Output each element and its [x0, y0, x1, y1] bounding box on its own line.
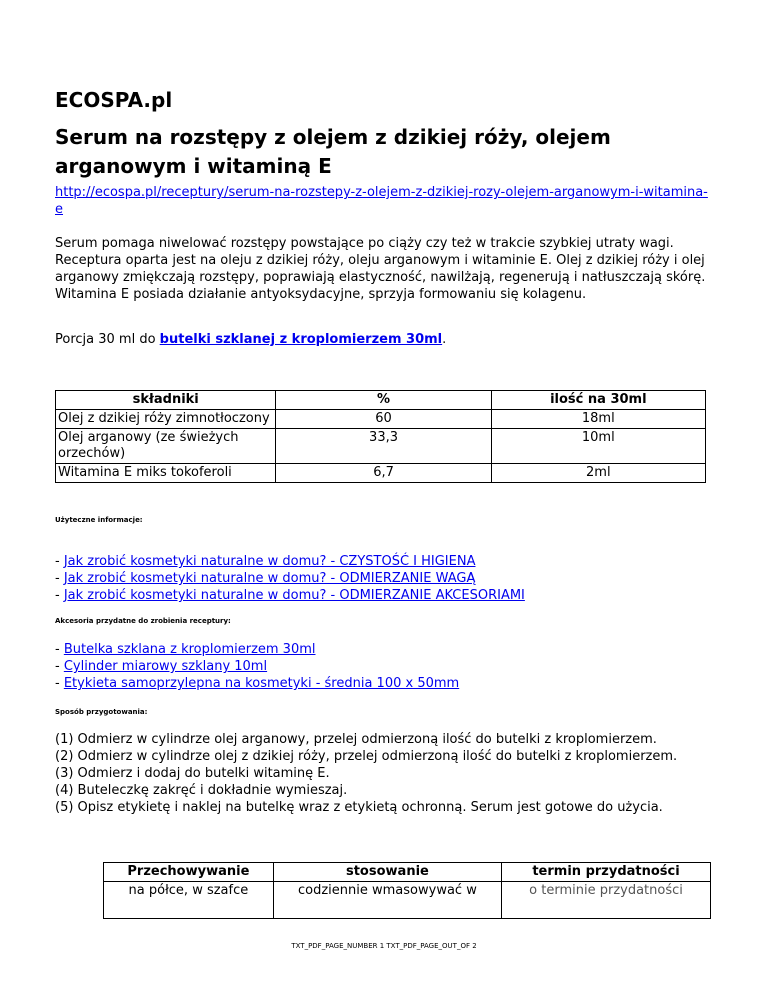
accessory-link-cylinder[interactable]: Cylinder miarowy szklany 10ml	[63, 659, 268, 674]
page-footer: TXT_PDF_PAGE_NUMBER 1 TXT_PDF_PAGE_OUT_OF 2	[291, 942, 477, 950]
list-item: - Cylinder miarowy szklany 10ml	[55, 659, 268, 674]
ingredient-percent: 33,3	[276, 429, 491, 464]
preparation-heading: Sposób przygotowania:	[55, 708, 148, 716]
header-usage: stosowanie	[273, 863, 501, 882]
header-percent: %	[276, 391, 491, 410]
portion-suffix: .	[442, 332, 447, 347]
expiry-value: o terminie przydatności	[502, 882, 711, 919]
table-row	[56, 464, 706, 483]
list-item: - Jak zrobić kosmetyki naturalne w domu? - ODMIERZANIE WAGĄ	[55, 571, 476, 586]
list-item: - Jak zrobić kosmetyki naturalne w domu? - ODMIERZANIE AKCESORIAMI	[55, 588, 525, 603]
ingredient-percent: 60	[276, 410, 491, 429]
ingredient-name: Olej z dzikiej róży zimnotłoczony	[56, 410, 276, 429]
header-ingredients: składniki	[56, 391, 276, 410]
header-amount: ilość na 30ml	[491, 391, 705, 410]
list-item: - Butelka szklana z kroplomierzem 30ml	[55, 642, 316, 657]
ingredient-amount: 2ml	[491, 464, 705, 483]
step-4: (4) Buteleczkę zakręć i dokładnie wymieszaj.	[55, 783, 348, 798]
accessory-link-label[interactable]: Etykieta samoprzylepna na kosmetyki - średnia 100 x 50mm	[63, 676, 460, 691]
useful-links-list	[55, 553, 525, 604]
table-row	[56, 410, 706, 429]
portion-prefix: Porcja 30 ml do	[55, 332, 160, 347]
table-row	[56, 429, 706, 464]
list-item: - Etykieta samoprzylepna na kosmetyki - średnia 100 x 50mm	[55, 676, 460, 691]
step-1: (1) Odmierz w cylindrze olej arganowy, przelej odmierzoną ilość do butelki z kroplomierzem.	[55, 732, 657, 747]
step-3: (3) Odmierz i dodaj do butelki witaminę E.	[55, 766, 330, 781]
portion-line	[55, 331, 446, 348]
header-storage: Przechowywanie	[104, 863, 274, 882]
accessories-links-list	[55, 641, 459, 692]
header-expiry: termin przydatności	[502, 863, 711, 882]
storage-table	[103, 862, 711, 919]
ingredient-amount: 18ml	[491, 410, 705, 429]
ingredient-percent: 6,7	[276, 464, 491, 483]
ingredients-table	[55, 390, 706, 483]
table-row	[104, 882, 711, 919]
useful-link-hygiene[interactable]: Jak zrobić kosmetyki naturalne w domu? - CZYSTOŚĆ I HIGIENA	[63, 554, 476, 569]
page-title: Serum na rozstępy z olejem z dzikiej róży, olejem arganowym i witaminą E	[55, 125, 611, 178]
storage-value: na półce, w szafce	[104, 882, 274, 919]
step-2: (2) Odmierz w cylindrze olej z dzikiej róży, przelej odmierzoną ilość do butelki z kroplomierzem.	[55, 749, 678, 764]
site-name: ECOSPA.pl	[55, 88, 173, 112]
accessory-link-bottle[interactable]: Butelka szklana z kroplomierzem 30ml	[63, 642, 316, 657]
usage-value: codziennie wmasowywać w	[273, 882, 501, 919]
bottle-link[interactable]: butelki szklanej z kroplomierzem 30ml	[159, 332, 443, 347]
intro-paragraph: Serum pomaga niwelować rozstępy powstające po ciąży czy też w trakcie szybkiej utraty wagi. Receptura oparta jest na oleju z dzikiej róży, oleju arganowym i witaminie E. Olej z dzikiej róży i olej arganowy zmiękczają rozstępy, poprawiają elastyczność, nawilżają, regenerują i natłuszczają skórę. Witamina E posiada działanie antyoksydacyjne, sprzyja formowaniu się kolagenu.	[55, 236, 706, 302]
table-header-row	[56, 391, 706, 410]
table-header-row	[104, 863, 711, 882]
recipe-url-link[interactable]: http://ecospa.pl/receptury/serum-na-rozstepy-z-olejem-z-dzikiej-rozy-olejem-arganowym-i-witamina-e	[55, 185, 708, 217]
preparation-steps	[55, 731, 677, 816]
ingredient-amount: 10ml	[491, 429, 705, 464]
useful-info-heading: Użyteczne informacje:	[55, 516, 143, 524]
useful-link-weighing[interactable]: Jak zrobić kosmetyki naturalne w domu? - ODMIERZANIE WAGĄ	[63, 571, 476, 586]
step-5: (5) Opisz etykietę i naklej na butelkę wraz z etykietą ochronną. Serum jest gotowe do użycia.	[55, 800, 663, 815]
list-item: - Jak zrobić kosmetyki naturalne w domu? - CZYSTOŚĆ I HIGIENA	[55, 554, 476, 569]
ingredient-name: Witamina E miks tokoferoli	[56, 464, 276, 483]
accessories-heading: Akcesoria przydatne do zrobienia receptury:	[55, 617, 231, 625]
useful-link-accessories[interactable]: Jak zrobić kosmetyki naturalne w domu? - ODMIERZANIE AKCESORIAMI	[63, 588, 525, 603]
ingredient-name: Olej arganowy (ze świeżych orzechów)	[56, 429, 276, 464]
